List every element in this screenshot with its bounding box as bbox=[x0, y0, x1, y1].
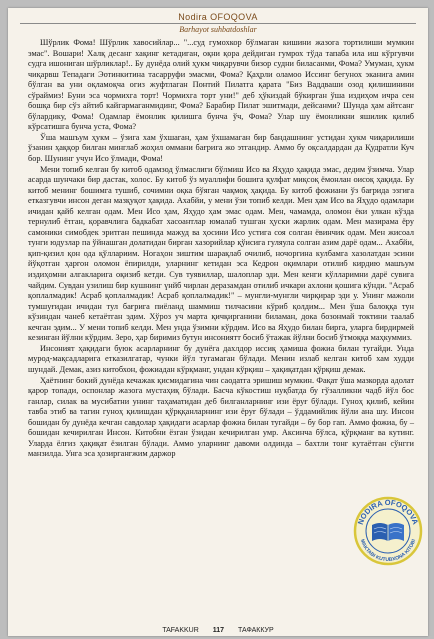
stamp-seal-icon bbox=[352, 495, 424, 567]
footer-journal-cyrillic: ТАФАККУР bbox=[237, 627, 274, 634]
paragraph: Мени топиб келган бу китоб одамзод ўлмаслиги бўлмиш Исо ва Яҳудо ҳақида эмас, дедим ўзимча. Улар асарда шунчаки бир дастак, холос. Бу китоб ўз муаллифи бошига қулфат миқсоқ ёмонлан оисоқ ҳақида. Бу китоб менинг бошимга тушиб, сочимни оқка бўяган чақмоқ ҳақида. Бу китоб фожиани ўз бағрида эзгига етказгувчи инсон деган мазқуқот ҳақида. Ахабйи, у мени ўзи топиб келди. Мен ҳам Исо ва Яҳудо одамлари ичидан қайб келган одам. Мен Исо ҳам, Яҳудо ҳам эмас одам. Мен, чамамда, оломон ёки улкан кўзда тернулиб ётган, қоравчлига бадкабат хасоантлар юмалаб тушган ҳуски жарлик одам. Мен мазирама ёру самоники симобдек эритган пешинда мажуд ва ҳосини Исо устига соя солган ёвинчик одам. Мен жисоал тунги юдузлар па ўйнашган долатидан бирган хазорийлар қўисига гуляула солган азим дарё одам... Ахабйи, қип-қизил қон ода қўллариим. Ногаҳон зиштим шарақлаб очилиб, ночоргина кулбамга хазолатдан эсини йўқотган ҳаргон оломон ёпирилди, уларнинг кетидан эса Кедрон оқимлари отилиб кирдию машъум издиҳомни алгакларига оқизиб кетди. Сув туявиллар, шалоплар эди. Мен кенги кўлларимни дарё сувига чайдим. Сувдан узилиш бир кушнинг үнйб чирлан деразамдан отилиб ичкари ахлони қошига кўнди. "Асраб қоплалмадик! Асраб қоплалмадик! Асраб қоплалмадик!" – мунгли-мунгли чирқирар эди у. Унинг мажоли тумшуғидан ичидан тул бағрига пиёланд шаммиш тилчасини кўриб қолдим... Мен ўша балоққа тун кўзиндан чанеб кетаётган эдим. Хўроз уч марта қичқирганини биламан, дока бозонмай токтини таалаб кечган эдим... У мени топиб келди. Мен унда ўзимни кўрдим. Исо ва Яҳудо билан бирга, уларга бирдирмей кезинган йўлни кўрдим. Зеро, ҳар биримиз бутун инсониятт босиб ўтажак йўлни босиб ўтмоққа маҳкуммиз. bbox=[28, 164, 414, 343]
page-number: 117 bbox=[212, 627, 225, 634]
header-divider bbox=[20, 23, 416, 24]
paragraph: Ҳаётнинг бокий дунёда кечажак қисмидагина чин саодатга эришиш мумкин. Фақат ўша мазкорда адолат қарор топади, оспонлар жазога мустаҳиқ бўлади. Басча кўкостиш нуқбатда бу гўзалликни чадб йўл бос ганлар, силак ва мусибатни унинг таҳаматидан деб билганларнинг изи ёруғ бўлади. Гуноҳ қилиб, кейин тавба этиб ва тагин гуноҳ қилишдан қўрққанларнинг изи ёруғ бўлади – ўддамийлик йўли ана шу. Инсон бошидан бу дунёда кечган савдолар ҳақидаги асарлар фожиа билан тугайди – бу бор гап. Аммо фожиа, бу – бошидан кечирилган Инсон. Китобни ёзган ўзидан кечирилган умр. Аксинча бўлса, қўрқманг ва кутинг. Уларда ёлғиз ҳақиқат ёзилган бўлади. Аммо уларнинг давоми олдинда – бахтли тонг кутаётган сўнгги манзилда. Унга эса ҳозиргангжим даржор bbox=[28, 375, 414, 459]
paragraph: Инсоният ҳақидаги буюк асарларнинг бу дунёга дахлдор иссиқ ҳамиша фожиа билан тугайди. Унда мурод-мақсадларига етказилгатар, чунки йўл тугамаган бўлади. Менин излаб келган китоб хам худди шундай. Демак, азиз китобхон, фожиадан кўрқманг, ундан кўрқиш – ҳақиқатдан қўрқиш демак. bbox=[28, 343, 414, 374]
author-name: Nodira OFOQOVA bbox=[178, 12, 258, 22]
article-body bbox=[28, 38, 414, 460]
document-page bbox=[8, 8, 428, 636]
stamp-top-text: NODIRA OFOQOVA bbox=[355, 497, 421, 526]
page-footer bbox=[8, 627, 428, 634]
footer-journal-latin: TAFAKKUR bbox=[162, 627, 199, 634]
section-title: Barhayot suhbatdoshlar bbox=[179, 25, 257, 34]
paragraph: Ўша машъум ҳукм – ўзига хам ўхшаган, ҳам ўхшамаган бир бандашнинг устидан ҳукм чиқарилиши ўзанин ҳаққор билган минглаб жоҳил оммани бағрига жо этгандир. Аммо бу оқсалдардан да Қудратли Куч бор. Шунинг учун Исо ўлмади, Фома! bbox=[28, 132, 414, 164]
library-stamp bbox=[352, 495, 424, 567]
stamp-bottom-text: MAKTABI KUTUBXONA KITOBI bbox=[358, 538, 418, 564]
paragraph: Шўрлик Фома! Шўрлик хавосийлар... "...суд гумохкор бўлмаган кишини жазога тортилиши мумкин эмас". Вошари! Халқ десанг хақинг кетадиган, оқни қора дейдиган гумрох тўда тапаба ила иш кўргувчи судга ишониган шўрликлар!.. Бу дунёда олий ҳукм чиқарувчи бизор судни биласанми, Фома? Умуман, ҳукм чиқарвш Тепадаги Эотинкитина тасарруфи эмасми, Фома? Қаҳрли оламоо Иссинг бегунох эканига амин бўлган ва уни оқламоқча огиз жуфтлаган Понтий Пилатга қарата "Биз Ваддваши озод қилишинини сўраймиз! Буни эса чормихга торт! Чормихга торт уни!" деб ҳўкиздай бўкирган ўша издиҳом ичра сен бошқа бир сўз айтиб кайгармаганмидинг, Фома? Барабир Пилат эшитмади, дейсанми? Шунда ҳам айтсанг бўлардику, Фома! Одамлар ёмонлик қилишга бунча ўч, Фома? Улар шу ёмонликни яшилик қилиб кўрсатишга бунча уста, Фома? bbox=[28, 38, 414, 132]
page-header bbox=[20, 12, 416, 34]
